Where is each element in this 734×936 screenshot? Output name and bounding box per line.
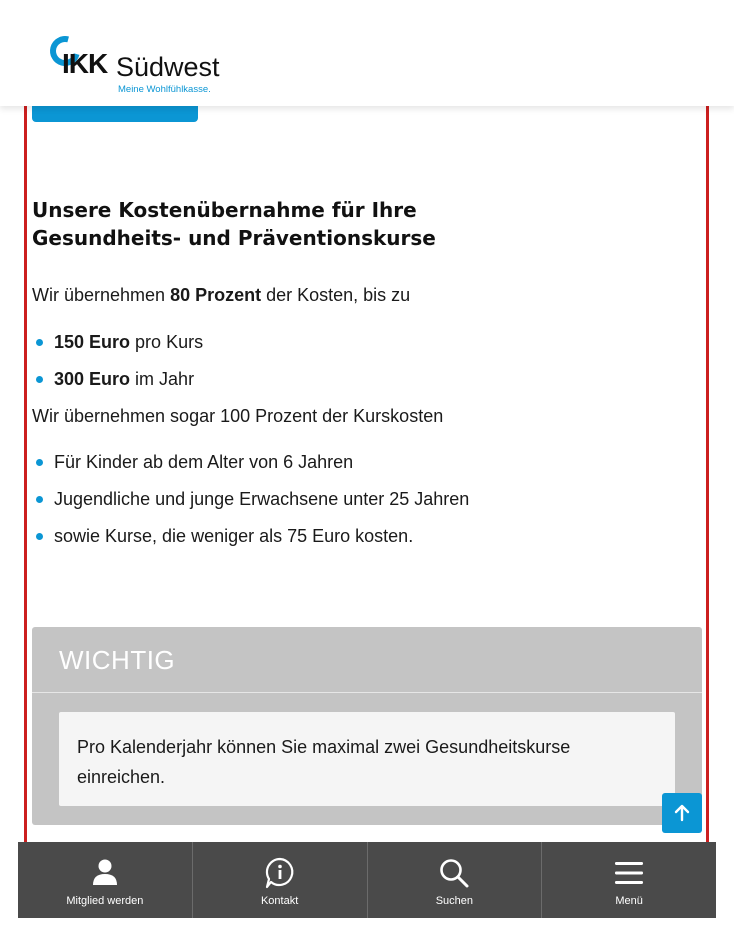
logo-name: Südwest (116, 52, 220, 82)
full-coverage-list (32, 449, 702, 549)
nav-label: Mitglied werden (66, 895, 144, 907)
notice-text: Pro Kalenderjahr können Sie maximal zwei Gesundheitskurse einreichen. (59, 712, 675, 806)
important-notice (32, 627, 702, 825)
list-item: 150 Euro pro Kurs (32, 329, 702, 355)
content-frame-left (24, 106, 27, 846)
nav-menu[interactable] (542, 842, 716, 918)
nav-search[interactable] (368, 842, 543, 918)
ikk-logo[interactable] (48, 34, 248, 98)
site-header (0, 0, 734, 106)
bullet-dot-icon (36, 459, 43, 466)
arrow-up-icon (672, 803, 692, 823)
nav-label: Suchen (435, 895, 474, 907)
notice-title: WICHTIG (59, 645, 176, 675)
list-item: Für Kinder ab dem Alter von 6 Jahren (32, 449, 702, 475)
logo-tagline: Meine Wohlfühlkasse. (118, 84, 211, 95)
scroll-to-top-button[interactable] (662, 793, 702, 833)
intro-text: Wir übernehmen 80 Prozent der Kosten, bis zu (32, 285, 411, 305)
logo-mark: IKK (62, 48, 108, 79)
bottom-navigation (18, 842, 716, 918)
nav-become-member[interactable] (18, 842, 193, 918)
section-heading: Unsere Kostenübernahme für Ihre Gesundheits- und Präventionskurse (32, 198, 436, 250)
notice-divider (32, 692, 702, 693)
search-icon (437, 856, 471, 890)
bullet-dot-icon (36, 533, 43, 540)
person-icon (88, 856, 122, 890)
main-content (32, 196, 702, 560)
nav-contact[interactable] (193, 842, 368, 918)
info-bubble-icon (263, 856, 297, 890)
nav-label: Kontakt (260, 895, 299, 907)
list-item: 300 Euro im Jahr (32, 366, 702, 392)
limits-list (32, 329, 702, 392)
content-frame-right (706, 106, 709, 846)
list-item: sowie Kurse, die weniger als 75 Euro kosten. (32, 523, 702, 549)
full-coverage-text: Wir übernehmen sogar 100 Prozent der Kurskosten (32, 406, 444, 426)
bullet-dot-icon (36, 376, 43, 383)
menu-icon (612, 856, 646, 890)
nav-label: Menü (615, 895, 643, 907)
bullet-dot-icon (36, 496, 43, 503)
list-item: Jugendliche und junge Erwachsene unter 25 Jahren (32, 486, 702, 512)
bullet-dot-icon (36, 339, 43, 346)
